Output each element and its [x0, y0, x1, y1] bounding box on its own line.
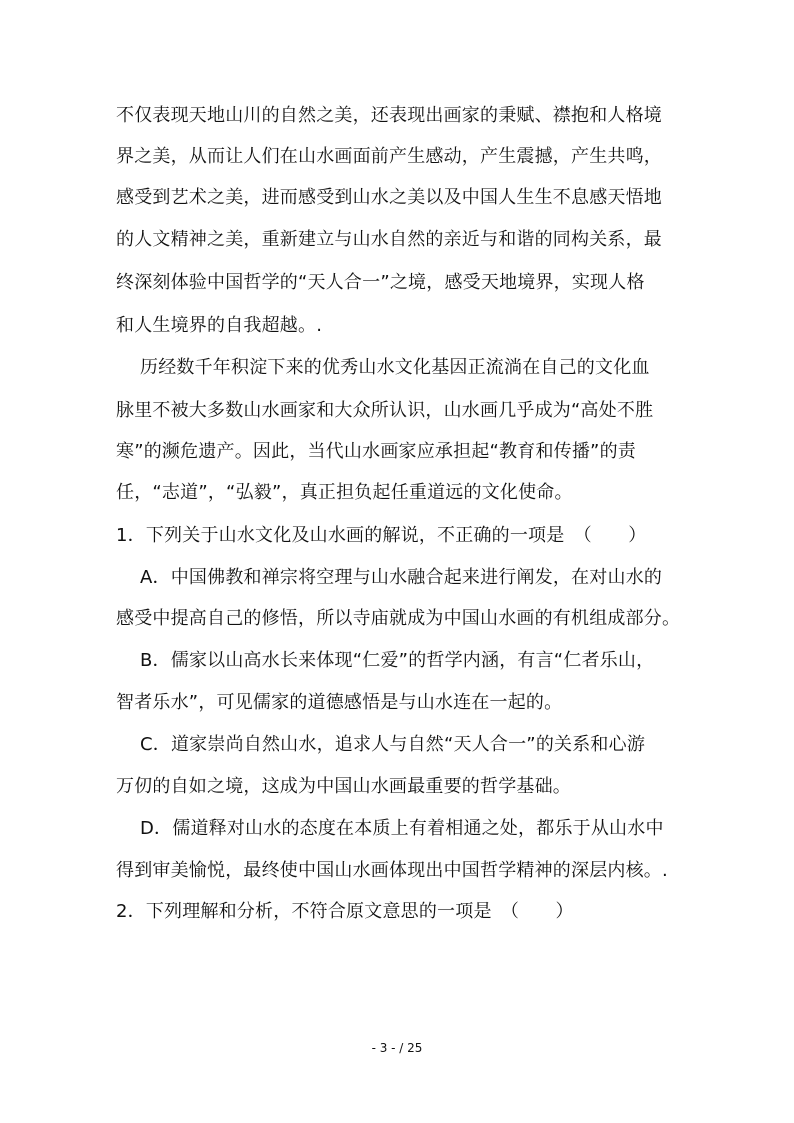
passage-line: 的人文精神之美，重新建立与山水自然的亲近与和谐的同构关系，最 — [116, 229, 662, 250]
passage-line: 界之美，从而让人们在山水画面前产生感动，产生震撼，产生共鸣， — [116, 146, 662, 167]
question1-option-d-line2: 得到审美愉悦，最终使中国山水画体现出中国哲学精神的深层内核。. — [116, 860, 668, 881]
passage-line: 和人生境界的自我超越。. — [116, 315, 323, 336]
passage-line: 感受到艺术之美，进而感受到山水之美以及中国人生生不息感天悟地 — [116, 187, 662, 208]
question1-stem: 1．下列关于山水文化及山水画的解说，不正确的一项是 （ ） — [116, 525, 647, 546]
page-indicator: - 3 - / 25 — [371, 1041, 423, 1055]
paragraph2-line: 任，“志道”，“弘毅”，真正担负起任重道远的文化使命。 — [116, 482, 573, 503]
question1-option-c-line1: C．道家崇尚自然山水，追求人与自然“天人合一”的关系和心游 — [140, 734, 646, 755]
question1-option-c-line2: 万仞的自如之境，这成为中国山水画最重要的哲学基础。 — [116, 776, 571, 797]
passage-line: 不仅表现天地山川的自然之美，还表现出画家的秉赋、襟抱和人格境 — [116, 105, 662, 126]
question1-option-a-line2: 感受中提高自己的修悟，所以寺庙就成为中国山水画的有机组成部分。 — [116, 608, 681, 629]
paragraph2-line: 历经数千年积淀下来的优秀山水文化基因正流淌在自己的文化血 — [140, 357, 650, 378]
question1-option-b-line2: 智者乐水”，可见儒家的道德感悟是与山水连在一起的。 — [116, 692, 563, 713]
question2-stem: 2．下列理解和分析，不符合原文意思的一项是 （ ） — [116, 901, 574, 922]
paragraph2-line: 脉里不被大多数山水画家和大众所认识，山水画几乎成为“高处不胜 — [116, 400, 654, 421]
question1-option-a-line1: A．中国佛教和禅宗将空理与山水融合起来进行阐发，在对山水的 — [140, 567, 663, 588]
question1-option-b-line1: B．儒家以山高水长来体现“仁爱”的哲学内涵，有言“仁者乐山， — [140, 650, 655, 671]
question1-option-d-line1: D．儒道释对山水的态度在本质上有着相通之处，都乐于从山水中 — [140, 818, 664, 839]
passage-line: 终深刻体验中国哲学的“天人合一”之境，感受天地境界，实现人格 — [116, 272, 645, 293]
paragraph2-line: 寒”的濒危遗产。因此，当代山水画家应承担起“教育和传播”的责 — [116, 441, 636, 462]
